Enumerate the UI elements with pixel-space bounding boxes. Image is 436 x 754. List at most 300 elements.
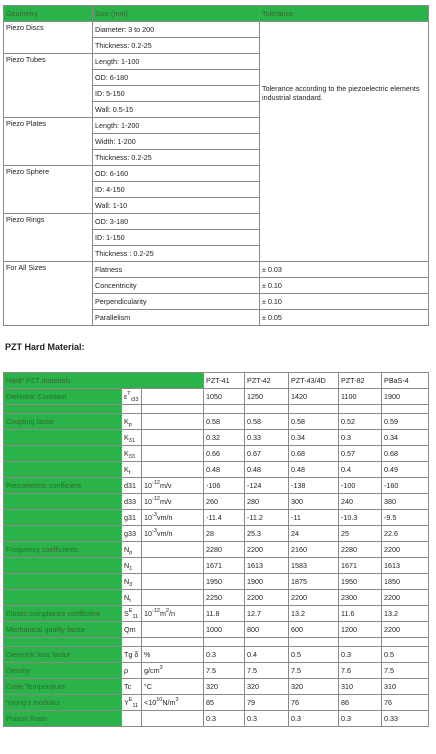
symbol: Y [124, 698, 129, 707]
value-cell: 380 [382, 494, 429, 510]
value-cell: 0.57 [339, 446, 382, 462]
symbol: K [124, 433, 129, 442]
value-cell: 0.52 [339, 414, 382, 430]
material-header: PBaS-4 [382, 373, 429, 389]
spacer-cell [289, 405, 339, 414]
size-cell: Diameter: 3 to 200 [93, 22, 260, 38]
value-cell: 7.5 [289, 663, 339, 679]
unit-suffix: m/v [159, 497, 172, 506]
unit-cell [142, 414, 204, 430]
unit-cell [142, 478, 204, 494]
symbol: d33 [124, 497, 136, 506]
unit-base: <10 [144, 698, 157, 707]
symbol-sub: 33 [128, 454, 135, 460]
unit-suffix: m [159, 609, 166, 618]
header-tolerance: Tolerance [260, 6, 429, 22]
value-cell: -9.5 [382, 510, 429, 526]
size-cell: Perpendicularity [93, 294, 260, 310]
value-cell: 7.5 [382, 663, 429, 679]
value-cell: 0.3 [289, 711, 339, 727]
dimensions-table [3, 5, 429, 326]
material-header: PZT-82 [339, 373, 382, 389]
symbol-sub: t [129, 598, 131, 604]
value-cell: 13.2 [289, 606, 339, 622]
value-cell: 1900 [382, 389, 429, 405]
unit-suffix: vm/n [156, 513, 173, 522]
value-cell: 28 [204, 526, 245, 542]
unit-exponent-2: 2 [165, 608, 170, 614]
unit-cell [142, 695, 204, 711]
value-cell: -124 [245, 478, 289, 494]
size-cell: OD: 6-180 [93, 70, 260, 86]
value-cell: 1050 [204, 389, 245, 405]
symbol-cell [122, 526, 142, 542]
table-row [4, 478, 429, 494]
symbol-sub: 11 [132, 703, 139, 709]
table-row [4, 430, 429, 446]
table-header-row [4, 6, 429, 22]
symbol: d31 [124, 481, 136, 490]
symbol: K [124, 449, 129, 458]
value-cell: -160 [382, 478, 429, 494]
value-cell: 240 [339, 494, 382, 510]
size-cell: OD: 6-160 [93, 166, 260, 182]
value-cell: 260 [204, 494, 245, 510]
geometry-cell: Piezo Rings [4, 214, 93, 262]
value-cell: 1613 [382, 558, 429, 574]
unit-cell [142, 526, 204, 542]
size-cell: Parallelism [93, 310, 260, 326]
symbol-sub: 31 [128, 438, 135, 444]
value-cell: 1000 [204, 622, 245, 638]
tolerance-cell: ± 0.05 [260, 310, 429, 326]
value-cell: 2200 [382, 542, 429, 558]
tolerance-cell: ± 0.03 [260, 262, 429, 278]
value-cell: 0.67 [245, 446, 289, 462]
material-header: PZT-41 [204, 373, 245, 389]
property-label [4, 695, 122, 711]
symbol-sub: 3 [129, 582, 133, 588]
unit-base: 10 [144, 529, 152, 538]
spacer-cell [289, 638, 339, 647]
size-cell: Wall: 1-10 [93, 198, 260, 214]
unit: °C [144, 682, 153, 691]
value-cell: 310 [382, 679, 429, 695]
value-cell: 2200 [245, 590, 289, 606]
value-cell: 2200 [382, 590, 429, 606]
unit-base: 10 [144, 609, 152, 618]
value-cell: 1950 [339, 574, 382, 590]
value-cell: 800 [245, 622, 289, 638]
value-cell: 0.3 [204, 647, 245, 663]
unit-suffix: vm/n [156, 529, 173, 538]
symbol-sub: p [128, 422, 132, 428]
table-row [4, 679, 429, 695]
property-label [4, 414, 122, 430]
symbol-sub: 11 [132, 614, 139, 620]
unit-suffix: N/m [162, 698, 176, 707]
value-cell: 0.66 [204, 446, 245, 462]
property-label [4, 389, 122, 405]
table-row [4, 494, 429, 510]
unit-exponent: -12 [152, 480, 160, 486]
property-label [4, 606, 122, 622]
spacer-cell [204, 638, 245, 647]
table-row [4, 622, 429, 638]
materials-table [3, 372, 429, 727]
value-cell: 0.33 [245, 430, 289, 446]
value-cell: 7.6 [339, 663, 382, 679]
property-label [4, 590, 122, 606]
property-label [4, 679, 122, 695]
symbol-sup: E [128, 608, 133, 614]
unit-exponent: -12 [152, 608, 160, 614]
symbol: ρ [124, 666, 129, 675]
symbol: N [124, 577, 130, 586]
table-row [4, 590, 429, 606]
value-cell: 13.2 [382, 606, 429, 622]
spacer-cell [245, 405, 289, 414]
value-cell: 2200 [382, 622, 429, 638]
symbol-cell [122, 494, 142, 510]
value-cell: 280 [245, 494, 289, 510]
size-cell: ID: 5-150 [93, 86, 260, 102]
unit-exponent: -3 [152, 512, 157, 518]
value-cell: 1950 [204, 574, 245, 590]
value-cell: 0.48 [245, 462, 289, 478]
value-cell: 0.33 [382, 711, 429, 727]
geometry-cell: For All Sizes [4, 262, 93, 326]
symbol-cell [122, 647, 142, 663]
table-row [4, 262, 429, 278]
geometry-cell: Piezo Tubes [4, 54, 93, 118]
value-cell: 0.3 [245, 711, 289, 727]
value-cell: 1671 [204, 558, 245, 574]
table-row [4, 695, 429, 711]
property-name: Dielectric Constant [6, 392, 67, 401]
property-label [4, 542, 122, 558]
size-cell: ID: 4-150 [93, 182, 260, 198]
spacer-cell [382, 638, 429, 647]
value-cell: -11.2 [245, 510, 289, 526]
property-label [4, 663, 122, 679]
unit: % [144, 650, 151, 659]
value-cell: 0.32 [204, 430, 245, 446]
symbol-cell [122, 590, 142, 606]
property-label [4, 647, 122, 663]
symbol-cell [122, 679, 142, 695]
symbol-cell [122, 446, 142, 462]
table-row [4, 510, 429, 526]
symbol: g33 [124, 529, 136, 538]
value-cell: 1850 [382, 574, 429, 590]
value-cell: 300 [289, 494, 339, 510]
materials-header-row [4, 373, 429, 389]
symbol-cell [122, 574, 142, 590]
unit-cell [142, 430, 204, 446]
symbol-sup: E [128, 697, 133, 703]
unit-suffix: m/v [159, 481, 172, 490]
symbol-sub: t [128, 470, 131, 476]
property-label [4, 526, 122, 542]
value-cell: -106 [204, 478, 245, 494]
value-cell: 76 [382, 695, 429, 711]
symbol-cell [122, 542, 142, 558]
property-label [4, 558, 122, 574]
spacer-cell [339, 405, 382, 414]
symbol-cell [122, 711, 142, 727]
unit-cell [142, 590, 204, 606]
symbol-cell [122, 558, 142, 574]
value-cell: 24 [289, 526, 339, 542]
property-name: Young's modulus [6, 698, 61, 707]
symbol-cell [122, 389, 142, 405]
tolerance-cell: ± 0.10 [260, 278, 429, 294]
material-header: PZT-43/4D [289, 373, 339, 389]
material-header: PZT-42 [245, 373, 289, 389]
table-row [4, 446, 429, 462]
value-cell: 2250 [204, 590, 245, 606]
unit-cell [142, 663, 204, 679]
value-cell: 0.34 [289, 430, 339, 446]
symbol: Tc [124, 682, 132, 691]
unit-cell [142, 389, 204, 405]
symbol-sub: p [129, 550, 133, 556]
spacer-cell [122, 638, 142, 647]
value-cell: 0.48 [289, 462, 339, 478]
value-cell: 12.7 [245, 606, 289, 622]
symbol-cell [122, 414, 142, 430]
materials-header-label: Hard" PZT materials [4, 373, 204, 389]
spacer-cell [204, 405, 245, 414]
symbol-cell [122, 510, 142, 526]
value-cell: 310 [339, 679, 382, 695]
symbol: N [124, 593, 130, 602]
unit-base: 10 [144, 481, 152, 490]
value-cell: 0.3 [339, 711, 382, 727]
unit-base: 10 [144, 513, 152, 522]
value-cell: 0.4 [339, 462, 382, 478]
value-cell: 76 [289, 695, 339, 711]
unit-cell [142, 711, 204, 727]
unit-cell [142, 558, 204, 574]
unit-base: 10 [144, 497, 152, 506]
value-cell: 25.3 [245, 526, 289, 542]
unit-cell [142, 606, 204, 622]
value-cell: 11.8 [204, 606, 245, 622]
value-cell: 2280 [204, 542, 245, 558]
value-cell: 25 [339, 526, 382, 542]
unit-cell [142, 542, 204, 558]
value-cell: 11.6 [339, 606, 382, 622]
unit-exponent: -12 [152, 496, 160, 502]
unit-cell [142, 494, 204, 510]
geometry-cell: Piezo Plates [4, 118, 93, 166]
value-cell: 0.68 [382, 446, 429, 462]
size-cell: Wall: 0.5-15 [93, 102, 260, 118]
table-row [4, 389, 429, 405]
size-cell: Width: 1-200 [93, 134, 260, 150]
value-cell: 2200 [245, 542, 289, 558]
value-cell: -10.3 [339, 510, 382, 526]
property-name: Poison Ratio [6, 714, 47, 723]
unit-cell [142, 462, 204, 478]
unit-suffix-2: /n [169, 609, 176, 618]
value-cell: 0.58 [245, 414, 289, 430]
value-cell: 79 [245, 695, 289, 711]
unit-exponent-2: 3 [175, 697, 179, 703]
spacer-cell [382, 405, 429, 414]
property-label [4, 478, 122, 494]
table-row [4, 462, 429, 478]
property-name: Curie Temperature [6, 682, 66, 691]
spacer-label-cell [4, 405, 122, 414]
spacer-row [4, 405, 429, 414]
property-label [4, 430, 122, 446]
unit-cell [142, 446, 204, 462]
symbol: Tg δ [124, 650, 139, 659]
section-title: PZT Hard Material: [5, 342, 85, 352]
size-cell: Thickness: 0.2-25 [93, 150, 260, 166]
value-cell: 22.6 [382, 526, 429, 542]
value-cell: 0.3 [339, 430, 382, 446]
value-cell: 1613 [245, 558, 289, 574]
symbol: Qm [124, 625, 136, 634]
property-label [4, 711, 122, 727]
symbol-cell [122, 430, 142, 446]
size-cell: Length: 1-200 [93, 118, 260, 134]
symbol: N [124, 561, 130, 570]
spacer-cell [122, 405, 142, 414]
value-cell: 0.58 [289, 414, 339, 430]
table-row [4, 22, 429, 38]
value-cell: 2280 [339, 542, 382, 558]
value-cell: 0.48 [204, 462, 245, 478]
unit-exponent: 3 [159, 665, 163, 671]
value-cell: 1583 [289, 558, 339, 574]
property-label [4, 622, 122, 638]
unit-exponent: 10 [156, 697, 163, 703]
symbol: S [124, 609, 129, 618]
property-label [4, 462, 122, 478]
value-cell: 1420 [289, 389, 339, 405]
table-row [4, 542, 429, 558]
value-cell: 0.59 [382, 414, 429, 430]
table-row [4, 558, 429, 574]
symbol-cell [122, 622, 142, 638]
symbol-cell [122, 478, 142, 494]
property-name: Piezoelectric coefficient [6, 481, 81, 490]
spacer-cell [245, 638, 289, 647]
symbol-sup: T [127, 391, 131, 397]
value-cell: 0.34 [382, 430, 429, 446]
value-cell: 0.5 [289, 647, 339, 663]
value-cell: 320 [245, 679, 289, 695]
value-cell: 2300 [339, 590, 382, 606]
property-name: Mechanical quality factor [6, 625, 86, 634]
tolerance-cell: ± 0.10 [260, 294, 429, 310]
value-cell: 1900 [245, 574, 289, 590]
size-cell: Length: 1-100 [93, 54, 260, 70]
size-cell: Thickness : 0.2-25 [93, 246, 260, 262]
tolerance-note: Tolerance according to the piezoelectric elements industrial standard. [260, 22, 429, 262]
value-cell: 1200 [339, 622, 382, 638]
property-name: Coupling factor [6, 417, 55, 426]
property-name: Dielectric loss factor [6, 650, 71, 659]
table-row [4, 663, 429, 679]
unit-cell [142, 622, 204, 638]
header-size: Size (mm) [93, 6, 260, 22]
table-row [4, 711, 429, 727]
value-cell: 0.68 [289, 446, 339, 462]
value-cell: 0.5 [382, 647, 429, 663]
value-cell: 0.4 [245, 647, 289, 663]
spacer-cell [142, 638, 204, 647]
symbol: ε [124, 392, 128, 401]
spacer-cell [142, 405, 204, 414]
property-label [4, 574, 122, 590]
symbol-cell [122, 606, 142, 622]
property-name: Frequency coefficients [6, 545, 78, 554]
table-row [4, 574, 429, 590]
symbol: g31 [124, 513, 136, 522]
spacer-cell [339, 638, 382, 647]
value-cell: 85 [204, 695, 245, 711]
value-cell: 1671 [339, 558, 382, 574]
size-cell: Thickness: 0.2-25 [93, 38, 260, 54]
symbol: K [124, 417, 129, 426]
unit-exponent: -3 [152, 528, 157, 534]
value-cell: -11 [289, 510, 339, 526]
symbol: N [124, 545, 130, 554]
value-cell: -11.4 [204, 510, 245, 526]
symbol-sub: 1 [129, 566, 133, 572]
value-cell: 2200 [289, 590, 339, 606]
value-cell: 0.3 [204, 711, 245, 727]
value-cell: 600 [289, 622, 339, 638]
symbol-cell [122, 663, 142, 679]
value-cell: 0.49 [382, 462, 429, 478]
value-cell: 7.5 [204, 663, 245, 679]
size-cell: Flatness [93, 262, 260, 278]
symbol: K [124, 465, 129, 474]
size-cell: OD: 3-180 [93, 214, 260, 230]
value-cell: 1100 [339, 389, 382, 405]
spacer-row [4, 638, 429, 647]
unit-cell [142, 510, 204, 526]
unit-cell [142, 574, 204, 590]
value-cell: -138 [289, 478, 339, 494]
symbol-sub: r33 [130, 397, 139, 403]
property-label [4, 494, 122, 510]
value-cell: 0.58 [204, 414, 245, 430]
value-cell: 320 [204, 679, 245, 695]
value-cell: -100 [339, 478, 382, 494]
table-row [4, 526, 429, 542]
symbol-cell [122, 695, 142, 711]
property-label [4, 446, 122, 462]
header-geometry: Geometry [4, 6, 93, 22]
property-name: Density [6, 666, 30, 675]
geometry-cell: Piezo Sphere [4, 166, 93, 214]
unit-cell [142, 647, 204, 663]
value-cell: 86 [339, 695, 382, 711]
value-cell: 1250 [245, 389, 289, 405]
geometry-cell: Piezo Discs [4, 22, 93, 54]
table-row [4, 647, 429, 663]
value-cell: 2160 [289, 542, 339, 558]
size-cell: Concentricity [93, 278, 260, 294]
